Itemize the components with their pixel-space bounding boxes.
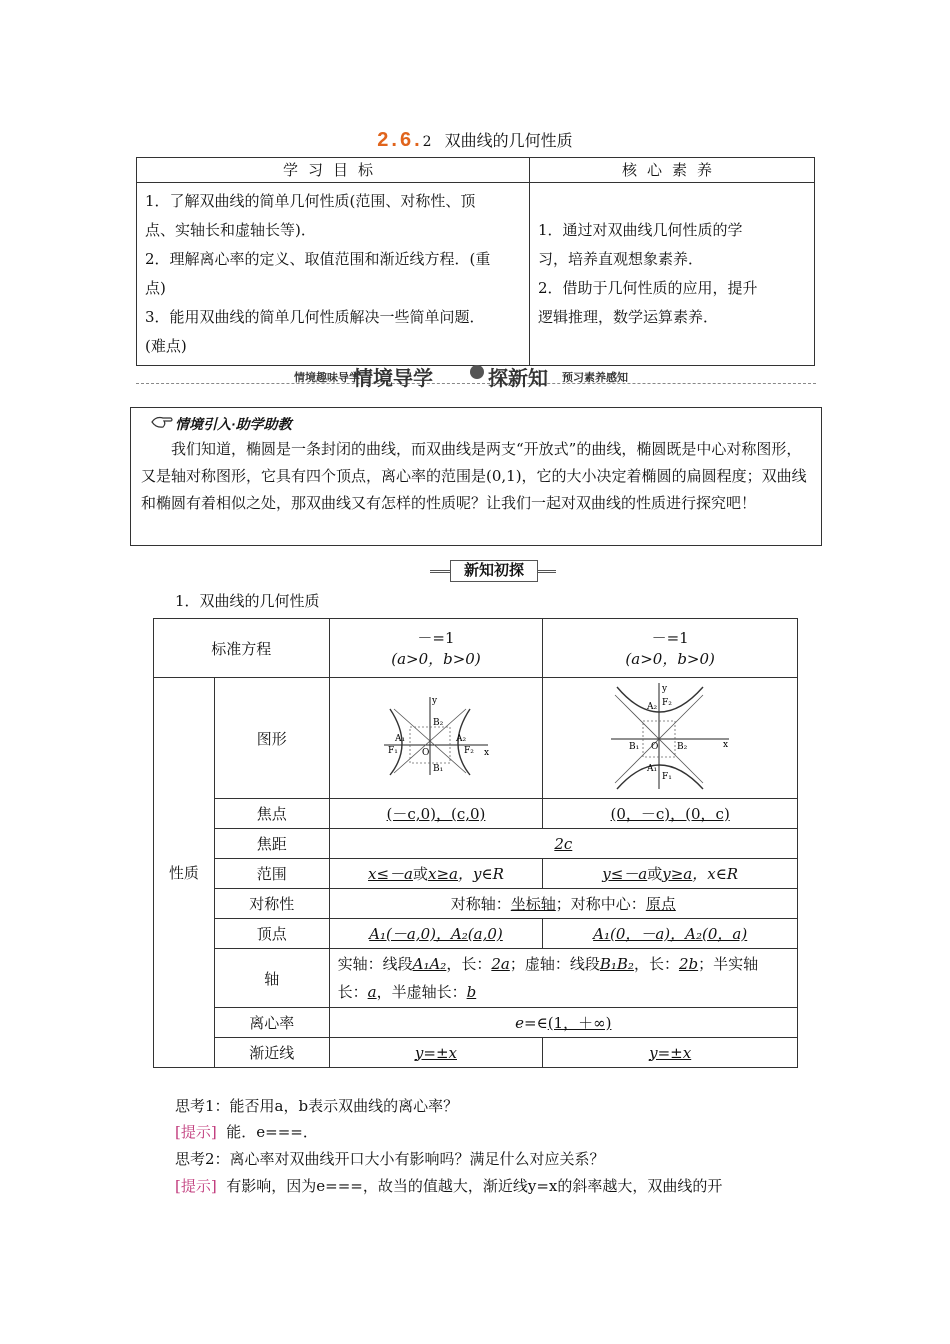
hint-label: [提示]	[175, 1123, 217, 1141]
section-banner	[0, 362, 950, 390]
axis-t13: b	[466, 983, 477, 1001]
range-left-c: ，y∈R	[458, 865, 504, 883]
axis-t7: ，长：	[633, 955, 679, 973]
goals-head-right: 核心素养	[530, 158, 815, 183]
symmetry-label: 对称性	[214, 889, 329, 919]
range-left-or: 或	[413, 865, 429, 883]
section-heading: 1．双曲线的几何性质	[175, 592, 320, 610]
question-2: 思考2：离心率对双曲线开口大小有影响吗？满足什么对应关系？	[175, 1150, 605, 1168]
svg-text:y: y	[662, 684, 668, 694]
answer-2-text: 有影响，因为e===，故当的值越大，渐近线y=x的斜率越大，双曲线的开	[226, 1177, 723, 1195]
svg-text:A₂: A₂	[647, 702, 658, 712]
new-knowledge-tag	[430, 560, 556, 582]
goal-line: 3．能用双曲线的简单几何性质解决一些简单问题．	[145, 308, 485, 326]
nature-label: 性质	[154, 678, 215, 1068]
eq-left-cond: (a>0，b>0)	[391, 650, 481, 668]
horizontal-hyperbola-figure	[380, 695, 492, 777]
sym-a: 对称轴：	[450, 895, 511, 913]
svg-text:F₁: F₁	[662, 772, 673, 782]
banner-right-text: 预习素养感知	[562, 372, 628, 384]
ecc-value	[329, 1008, 797, 1038]
eq-right-cell	[543, 619, 798, 678]
axis-t2: A₁A₂	[412, 955, 447, 973]
sym-b: 坐标轴	[510, 895, 556, 913]
sym-d: 原点	[645, 895, 676, 913]
svg-text:A₁: A₁	[647, 764, 658, 774]
goal-line: 点)	[145, 279, 166, 297]
banner-arrow-icon	[470, 365, 484, 379]
title-sub-number: 2	[422, 134, 432, 150]
banner-title-b: 探新知	[488, 368, 548, 390]
axis-t1: 实轴：线段	[337, 955, 413, 973]
svg-text:F₂: F₂	[662, 698, 673, 708]
literacy-line: 1．通过对双曲线几何性质的学	[538, 221, 743, 239]
focal-value: 2c	[329, 829, 797, 859]
focus-left: (－c,0)，(c,0)	[329, 799, 543, 829]
svg-text:F₂: F₂	[463, 746, 474, 756]
eq-left: －=1	[417, 629, 455, 647]
svg-text:B₂: B₂	[432, 718, 444, 728]
goals-table	[136, 157, 815, 366]
axis-t9: ；半实轴	[698, 955, 759, 973]
range-right-a: y≤－a	[602, 865, 648, 883]
svg-text:x: x	[483, 748, 490, 758]
page-title	[0, 128, 950, 152]
goal-line: 点、实轴长和虚轴长等)．	[145, 221, 316, 239]
literacy-line: 逻辑推理，数学运算素养．	[538, 308, 719, 326]
svg-text:F₁: F₁	[387, 746, 398, 756]
std-eq-label: 标准方程	[154, 619, 330, 678]
axis-t10: 长：	[337, 983, 368, 1001]
svg-text:O: O	[651, 742, 659, 752]
focal-label: 焦距	[214, 829, 329, 859]
range-right-c: ，x∈R	[692, 865, 739, 883]
goals-right-cell	[530, 183, 815, 366]
svg-text:A₂: A₂	[455, 734, 467, 744]
question-1: 思考1：能否用a，b表示双曲线的离心率？	[175, 1097, 459, 1115]
literacy-line: 2．借助于几何性质的应用，提升	[538, 279, 758, 297]
svg-text:B₁: B₁	[629, 742, 640, 752]
ecc-a: e=∈	[515, 1014, 548, 1032]
banner-title-a: 情境导学	[353, 368, 433, 390]
vertex-left: A₁(－a,0)，A₂(a,0)	[329, 919, 543, 949]
goal-line: 2．理解离心率的定义、取值范围和渐近线方程．(重	[145, 250, 491, 268]
goal-line: 1．了解双曲线的简单几何性质(范围、对称性、顶	[145, 192, 476, 210]
banner-left-text: 情境趣味导学	[294, 372, 360, 384]
range-left-a: x≤－a	[368, 865, 414, 883]
hint-label: [提示]	[175, 1177, 217, 1195]
ecc-b: (1，＋∞)	[547, 1014, 612, 1032]
answer-1-text: 能．e===．	[226, 1123, 318, 1141]
figure-left-cell	[329, 678, 543, 799]
focus-right: (0，－c)，(0，c)	[543, 799, 798, 829]
eq-left-cell	[329, 619, 543, 678]
axis-t11: a	[367, 983, 377, 1001]
literacy-line: 习，培养直观想象素养．	[538, 250, 704, 268]
svg-text:O: O	[421, 748, 430, 758]
svg-text:B₂: B₂	[677, 742, 688, 752]
vertex-right: A₁(0，－a)，A₂(0，a)	[543, 919, 798, 949]
intro-heading: 情境引入·助学助教	[175, 416, 292, 432]
goals-head-left: 学习目标	[137, 158, 530, 183]
axis-t8: 2b	[678, 955, 699, 973]
title-number: 2.6.	[377, 129, 423, 151]
range-right-b: y≥a	[662, 865, 693, 883]
axis-t3: ，长：	[446, 955, 492, 973]
axis-value	[329, 949, 797, 1008]
figure-right-cell	[543, 678, 798, 799]
asymptote-label: 渐近线	[214, 1038, 329, 1068]
eq-right: －=1	[651, 629, 689, 647]
hand-pointer-icon	[151, 415, 173, 429]
focus-label: 焦点	[214, 799, 329, 829]
axis-label: 轴	[214, 949, 329, 1008]
range-left-b: x≥a	[428, 865, 459, 883]
svg-text:A₁: A₁	[394, 734, 406, 744]
axis-t4: 2a	[491, 955, 510, 973]
goals-left-cell	[137, 183, 530, 366]
asymptote-right: y=±x	[543, 1038, 798, 1068]
figure-label: 图形	[214, 678, 329, 799]
asymptote-left: y=±x	[329, 1038, 543, 1068]
svg-text:x: x	[723, 740, 729, 750]
vertex-label: 顶点	[214, 919, 329, 949]
properties-table	[153, 618, 798, 1068]
svg-text:B₁: B₁	[432, 764, 444, 774]
intro-text: 我们知道，椭圆是一条封闭的曲线，而双曲线是两支“开放式”的曲线，椭圆既是中心对称图形，又是轴对称图形，它具有四个顶点，离心率的范围是(0,1)，它的大小决定着椭圆的扁圆程度；双曲线和椭圆有着相似之处，那双曲线又有怎样的性质呢？让我们一起对双曲线的性质进行探究吧！	[141, 440, 807, 512]
intro-box	[130, 407, 822, 546]
range-left	[329, 859, 543, 889]
sym-c: ；对称中心：	[555, 895, 646, 913]
answer-1	[175, 1120, 318, 1144]
tag-label: 新知初探	[450, 560, 538, 582]
axis-t12: ，半虚轴长：	[376, 983, 467, 1001]
axis-t5: ；虚轴：线段	[509, 955, 600, 973]
ecc-label: 离心率	[214, 1008, 329, 1038]
range-right	[543, 859, 798, 889]
banner-divider	[136, 383, 816, 384]
title-text: 双曲线的几何性质	[444, 131, 573, 150]
eq-right-cond: (a>0，b>0)	[625, 650, 715, 668]
svg-text:y: y	[431, 696, 438, 706]
vertical-hyperbola-figure	[607, 681, 733, 791]
answer-2	[175, 1174, 825, 1198]
axis-t6: B₁B₂	[599, 955, 634, 973]
symmetry-value	[329, 889, 797, 919]
range-right-or: 或	[647, 865, 663, 883]
goal-line: (难点)	[145, 337, 187, 355]
range-label: 范围	[214, 859, 329, 889]
